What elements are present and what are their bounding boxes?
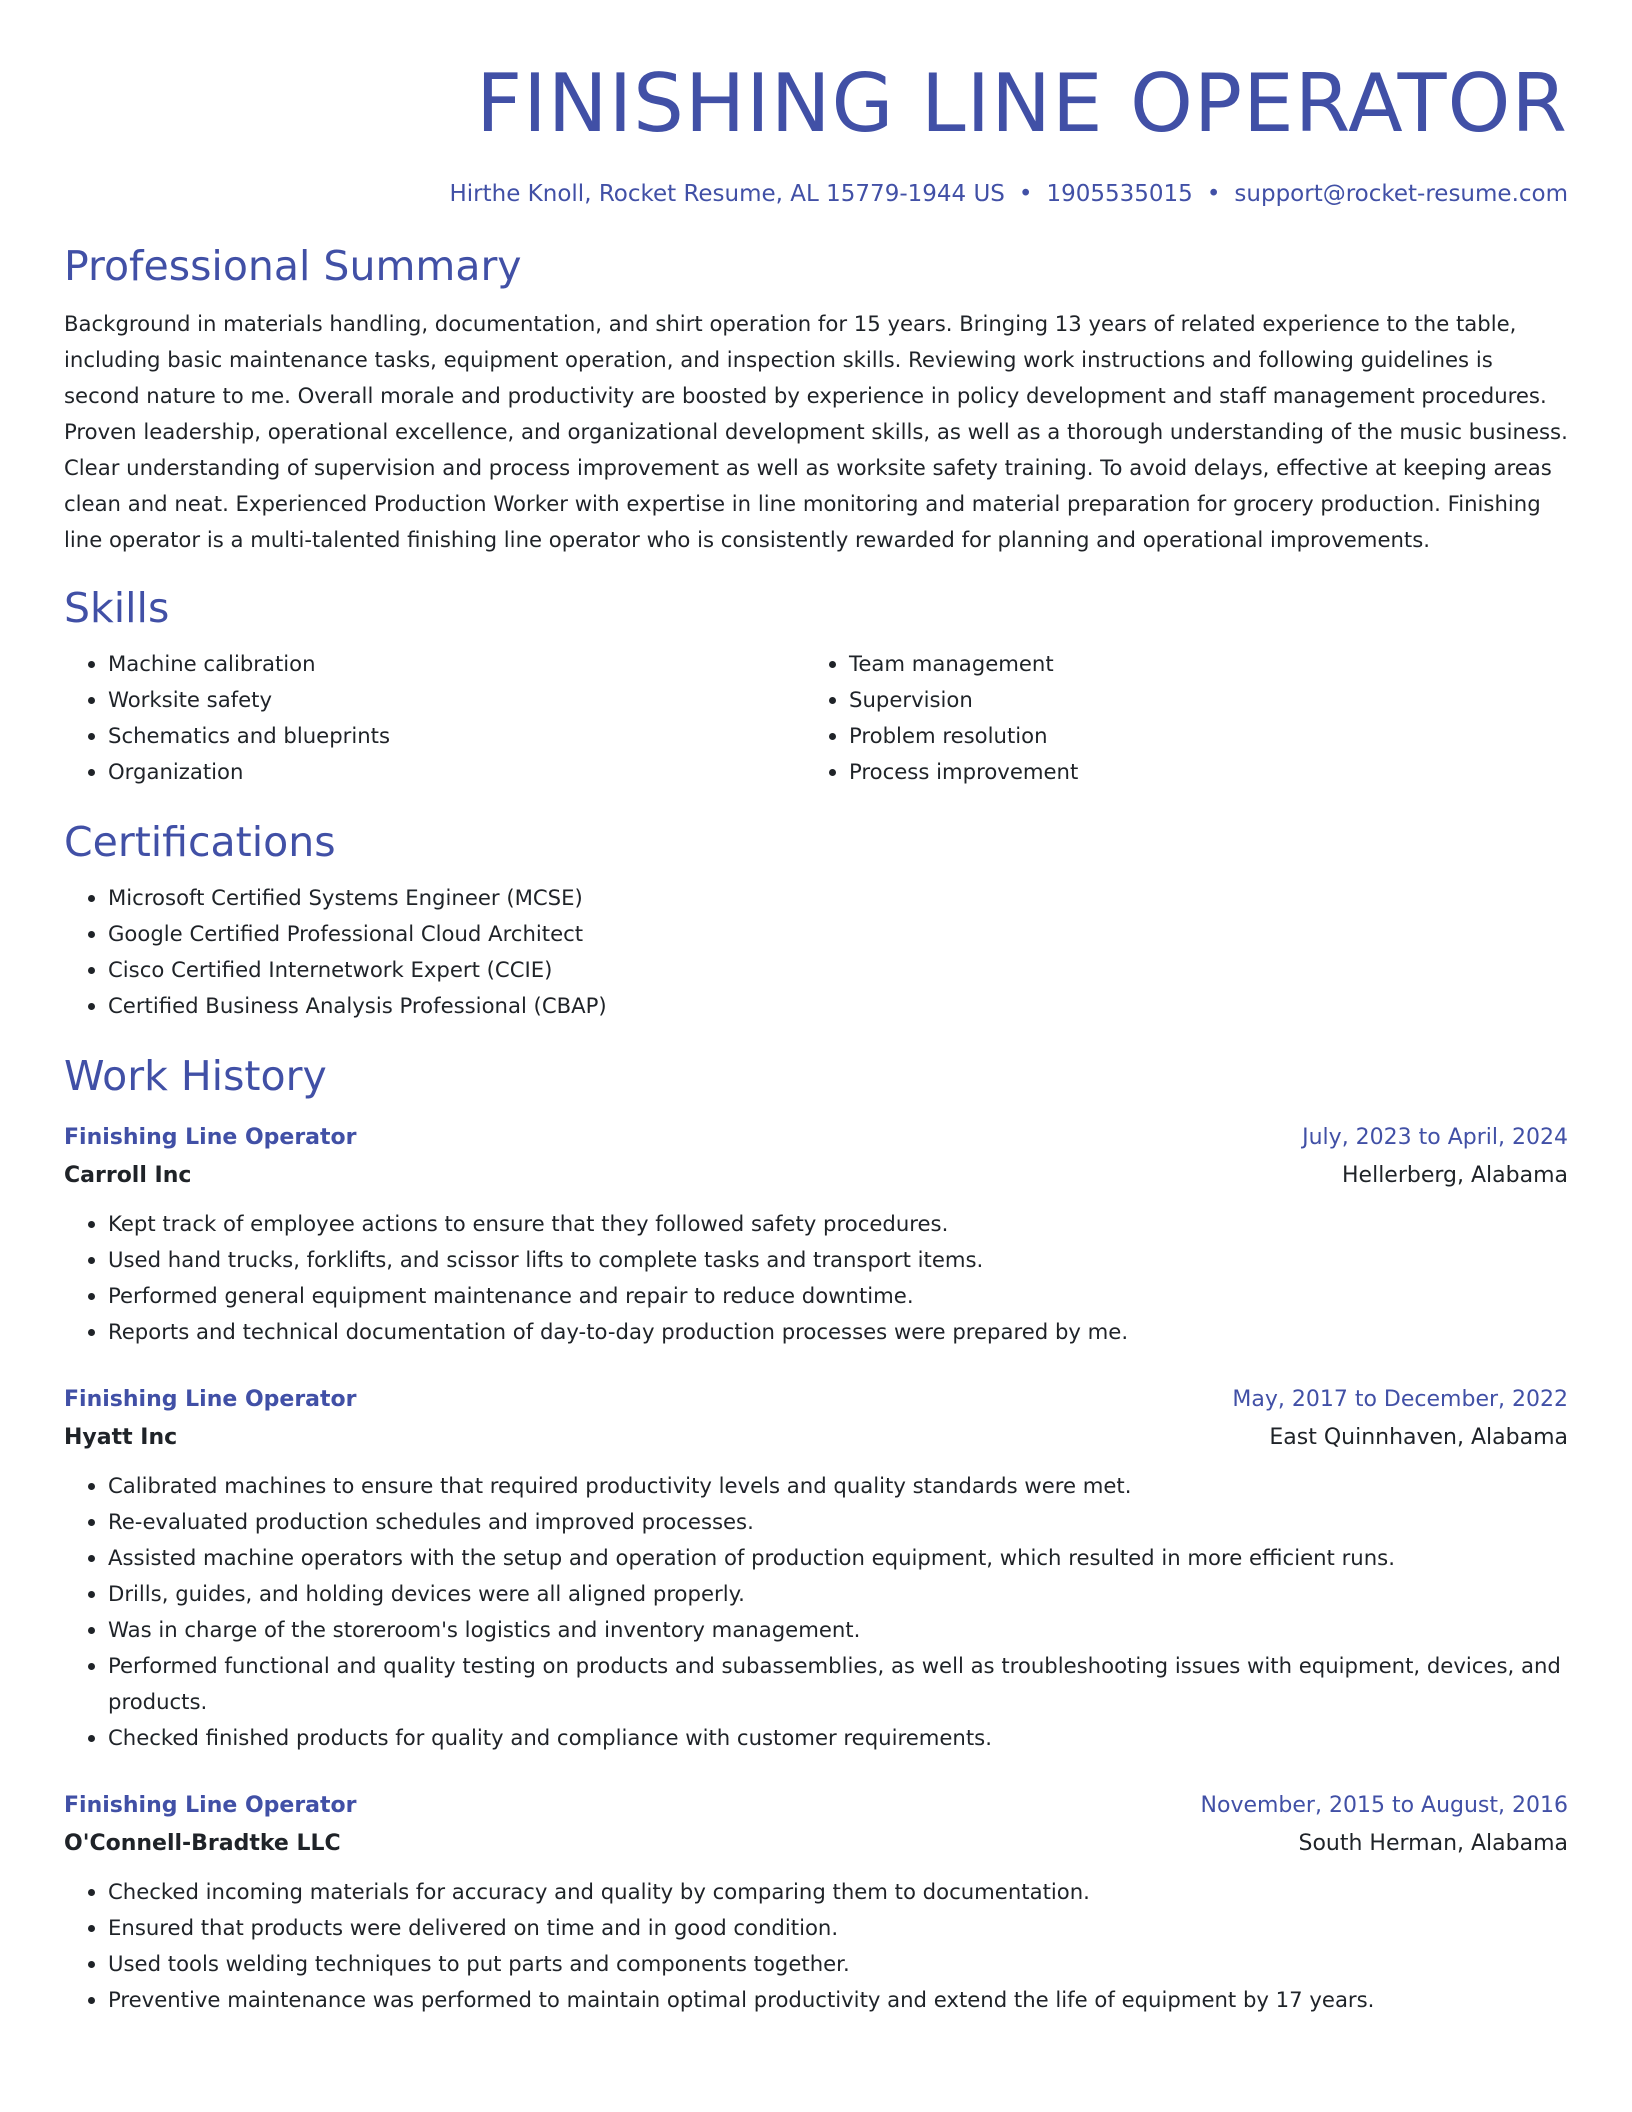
job-company: Hyatt Inc <box>64 1425 178 1450</box>
job-entry <box>64 1788 1568 2018</box>
job-company-row <box>64 1156 1568 1196</box>
job-entry <box>64 1120 1568 1350</box>
certification-item: • Cisco Certified Internetwork Expert (CCIE) <box>108 952 1568 988</box>
job-bullet: • Kept track of employee actions to ensure that they followed safety procedures. <box>108 1206 1568 1242</box>
skills-column-right <box>805 646 1546 790</box>
job-bullet: • Used tools welding techniques to put parts and components together. <box>108 1946 1568 1982</box>
job-bullets <box>64 1468 1568 1756</box>
job-company: Carroll Inc <box>64 1163 192 1188</box>
job-bullet: • Checked incoming materials for accuracy and quality by comparing them to documentation. <box>108 1874 1568 1910</box>
certification-item: • Google Certified Professional Cloud Architect <box>108 916 1568 952</box>
job-bullet: • Assisted machine operators with the setup and operation of production equipment, which resulted in more efficient runs. <box>108 1540 1568 1576</box>
skills-list-right <box>805 646 1546 790</box>
job-bullet: • Re-evaluated production schedules and improved processes. <box>108 1504 1568 1540</box>
job-bullet: • Was in charge of the storeroom's logistics and inventory management. <box>108 1612 1568 1648</box>
work-history-section <box>64 1050 1568 2018</box>
resume-header <box>64 52 1568 210</box>
job-bullet: • Performed general equipment maintenance and repair to reduce downtime. <box>108 1278 1568 1314</box>
resume-title: FINISHING LINE OPERATOR <box>476 57 1568 150</box>
skills-grid <box>64 646 1568 790</box>
contact-address: Hirthe Knoll, Rocket Resume, AL 15779-1944 US <box>449 181 1005 207</box>
job-company: O'Connell-Bradtke LLC <box>64 1831 341 1856</box>
job-bullet: • Preventive maintenance was performed to maintain optimal productivity and extend the life of equipment by 17 years. <box>108 1982 1568 2018</box>
job-entry <box>64 1382 1568 1756</box>
job-bullet: • Performed functional and quality testing on products and subassemblies, as well as troubleshooting issues with equipment, devices, and products. <box>108 1648 1568 1720</box>
job-dates: May, 2017 to December, 2022 <box>1232 1387 1568 1412</box>
job-dates: November, 2015 to August, 2016 <box>1200 1793 1568 1818</box>
job-header-row <box>64 1120 1568 1156</box>
skill-item: • Organization <box>108 754 805 790</box>
job-bullet: • Calibrated machines to ensure that required productivity levels and quality standards were met. <box>108 1468 1568 1504</box>
certifications-heading: Certifications <box>64 818 336 866</box>
skill-item: • Team management <box>849 646 1546 682</box>
job-bullets <box>64 1874 1568 2018</box>
skill-item: • Supervision <box>849 682 1546 718</box>
job-position: Finishing Line Operator <box>64 1125 357 1150</box>
job-company-row <box>64 1824 1568 1864</box>
job-company-row <box>64 1418 1568 1458</box>
summary-text: Background in materials handling, documentation, and shirt operation for 15 years. Bringing 13 years of related experience to the table, including basic maintenance tasks, equipment operation, and inspection skills. Reviewing work instructions and following guidelines is second nature to me. Overall morale and productivity are boosted by experience in policy development and staff management procedures. Proven leadership, operational excellence, and organizational development skills, as well as a thorough understanding of the music business. Clear understanding of supervision and process improvement as well as worksite safety training. To avoid delays, effective at keeping areas clean and neat. Experienced Production Worker with expertise in line monitoring and material preparation for grocery production. Finishing line operator is a multi-talented finishing line operator who is consistently rewarded for planning and operational improvements. <box>64 311 1568 552</box>
skill-item: • Machine calibration <box>108 646 805 682</box>
job-bullets <box>64 1206 1568 1350</box>
contact-email: support@rocket-resume.com <box>1234 181 1568 207</box>
summary-section <box>64 240 1568 558</box>
job-header-row <box>64 1382 1568 1418</box>
certification-item: • Certified Business Analysis Professional (CBAP) <box>108 988 1568 1024</box>
job-bullet: • Used hand trucks, forklifts, and scissor lifts to complete tasks and transport items. <box>108 1242 1568 1278</box>
skills-heading: Skills <box>64 584 170 632</box>
skill-item: • Problem resolution <box>849 718 1546 754</box>
skills-list-left <box>64 646 805 790</box>
job-position: Finishing Line Operator <box>64 1793 357 1818</box>
certifications-list <box>64 880 1568 1024</box>
job-location: Hellerberg, Alabama <box>1342 1163 1568 1188</box>
work-history-heading: Work History <box>64 1052 327 1100</box>
certification-item: • Microsoft Certified Systems Engineer (MCSE) <box>108 880 1568 916</box>
job-bullet: • Checked finished products for quality and compliance with customer requirements. <box>108 1720 1568 1756</box>
job-bullet: • Drills, guides, and holding devices were all aligned properly. <box>108 1576 1568 1612</box>
job-header-row <box>64 1788 1568 1824</box>
skill-item: • Process improvement <box>849 754 1546 790</box>
skill-item: • Worksite safety <box>108 682 805 718</box>
job-location: East Quinnhaven, Alabama <box>1269 1425 1568 1450</box>
job-dates: July, 2023 to April, 2024 <box>1302 1125 1568 1150</box>
contact-separator: • <box>1018 181 1033 207</box>
certifications-section <box>64 816 1568 1024</box>
summary-heading: Professional Summary <box>64 242 522 290</box>
skills-column-left <box>64 646 805 790</box>
job-bullet: • Ensured that products were delivered on time and in good condition. <box>108 1910 1568 1946</box>
contact-line <box>64 178 1568 210</box>
job-location: South Herman, Alabama <box>1298 1831 1568 1856</box>
contact-phone: 1905535015 <box>1046 181 1193 207</box>
job-position: Finishing Line Operator <box>64 1387 357 1412</box>
skill-item: • Schematics and blueprints <box>108 718 805 754</box>
skills-section <box>64 582 1568 790</box>
job-bullet: • Reports and technical documentation of day-to-day production processes were prepared by me. <box>108 1314 1568 1350</box>
contact-separator: • <box>1206 181 1221 207</box>
